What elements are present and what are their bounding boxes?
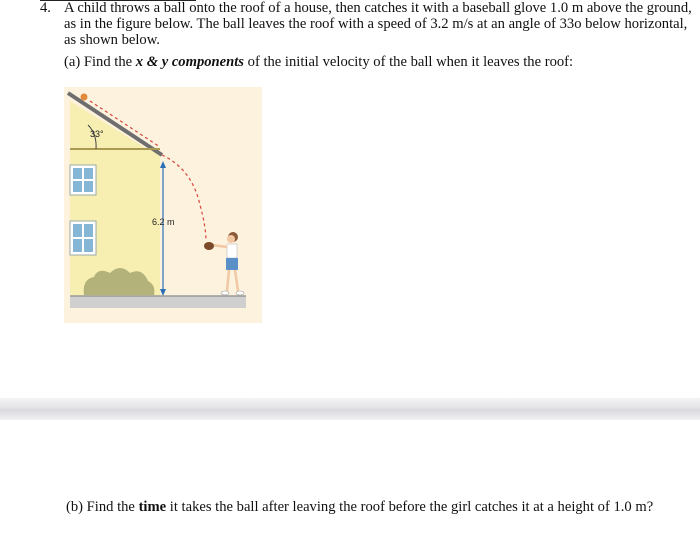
part-a-question bbox=[64, 54, 573, 71]
upper-window bbox=[70, 165, 96, 195]
height-label: 6.2 m bbox=[152, 217, 175, 227]
height-arrow-top bbox=[160, 161, 166, 168]
height-arrow-bottom bbox=[160, 289, 166, 296]
angle-label: 33° bbox=[90, 129, 104, 139]
part-a-prefix: (a) Find the bbox=[64, 54, 136, 70]
part-a-emphasis: x & y components bbox=[135, 54, 244, 70]
ball bbox=[81, 94, 88, 101]
figure-drawing bbox=[64, 87, 262, 323]
part-a-suffix: of the initial velocity of the ball when it leaves the roof: bbox=[244, 54, 574, 70]
ball-path-flight bbox=[162, 155, 206, 241]
part-b-question bbox=[66, 499, 653, 516]
problem-statement: A child throws a ball onto the roof of a house, then catches it with a baseball glove 1.0 m above the ground, as in the figure below. The ball leaves the roof with a speed of 3.2 m/s at an angle of 33o below horizontal, as shown below. bbox=[64, 0, 692, 49]
part-b-suffix: it takes the ball after leaving the roof before the girl catches it at a height of 1.0 m? bbox=[166, 499, 654, 515]
lower-window bbox=[70, 221, 96, 255]
girl bbox=[204, 232, 244, 295]
house-figure bbox=[64, 87, 262, 323]
problem-number: 4. bbox=[40, 0, 51, 16]
part-b-prefix: (b) Find the bbox=[66, 499, 139, 515]
page-divider-band bbox=[0, 398, 700, 420]
part-b-emphasis: time bbox=[138, 499, 167, 515]
ground bbox=[70, 296, 246, 308]
